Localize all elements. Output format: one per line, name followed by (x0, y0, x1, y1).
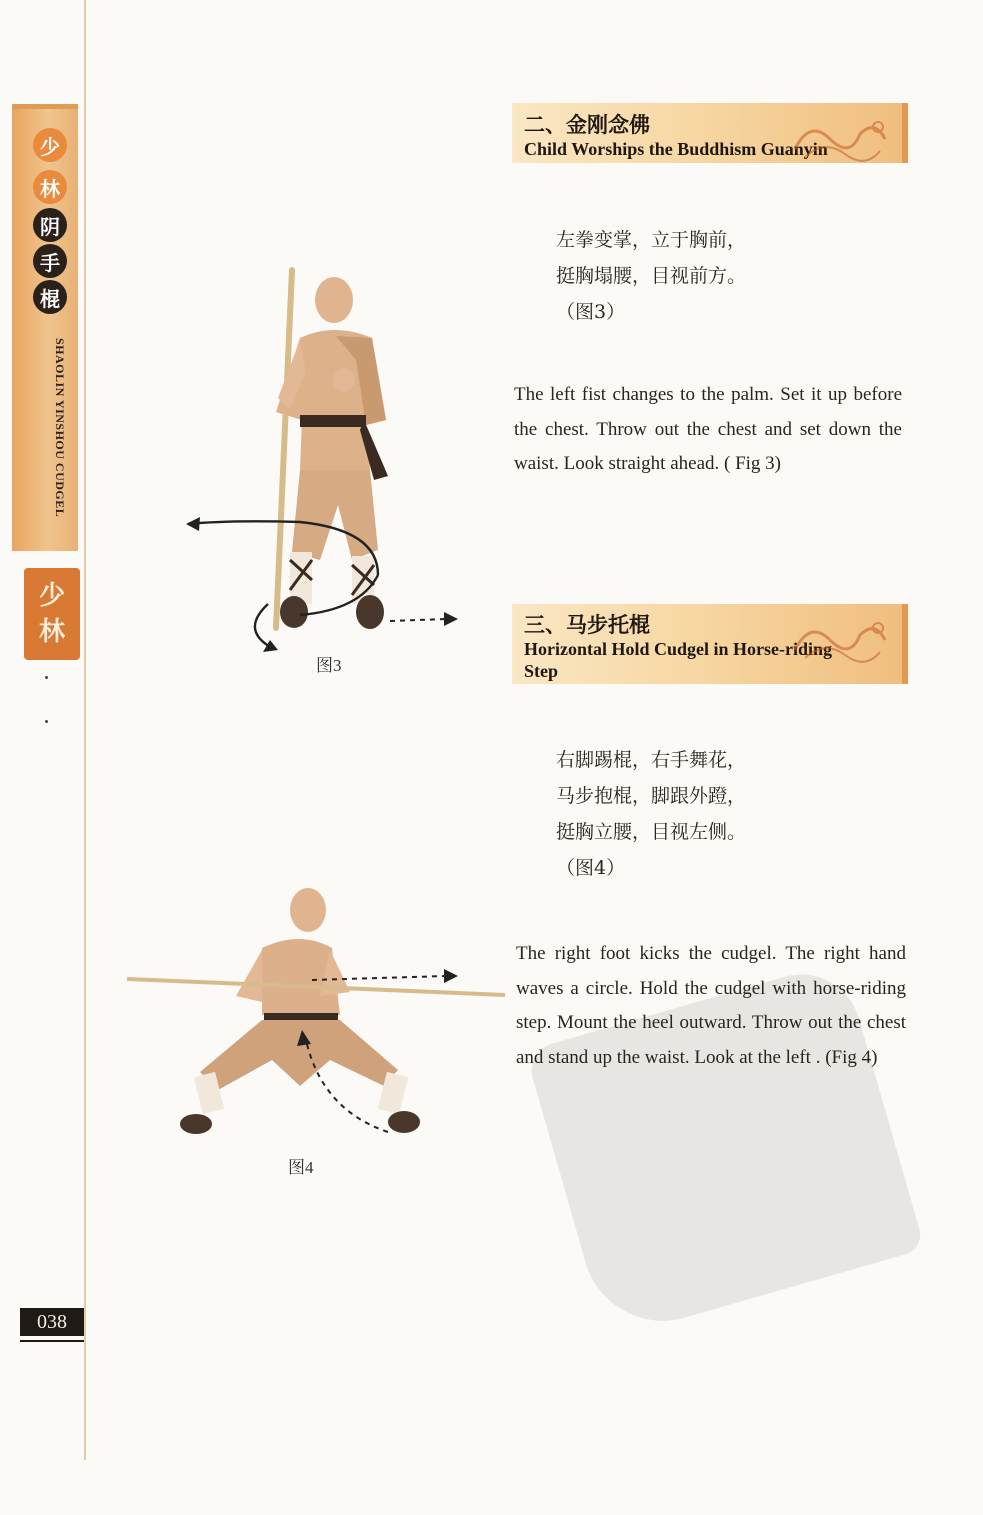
seal-char: 林 (38, 617, 65, 647)
heading-zh: 二、金刚念佛 (524, 113, 650, 137)
sidebar-title-char: 林 (33, 170, 67, 204)
zh-line: 右脚踢棍，右手舞花， (556, 749, 747, 771)
sidebar-title-char: 少 (33, 128, 67, 162)
zh-line: （图3） (556, 301, 626, 323)
heading-zh: 三、马步托棍 (524, 613, 650, 637)
sidebar-title-char: 阴 (33, 208, 67, 242)
heading-en: Horizontal Hold Cudgel in Horse-riding Step (524, 639, 833, 681)
page-number: 038 (20, 1308, 84, 1336)
figure-4-caption: 图4 (288, 1158, 314, 1177)
sidebar-title-char: 棍 (33, 280, 67, 314)
figure-3-caption: 图3 (316, 656, 342, 675)
zh-line: 挺胸立腰，目视左侧。 (556, 821, 747, 843)
section-1-en-text: The left fist changes to the palm. Set it up before the chest. Throw out the chest and set down the waist. Look straight ahead. ( Fig 3) (514, 384, 902, 474)
sidebar-book-title: SHAOLIN YINSHOU CUDGEL (53, 338, 67, 518)
zh-line: 左拳变掌，立于胸前， (556, 229, 747, 251)
heading-en: Child Worships the Buddhism Guanyin (524, 139, 828, 159)
zh-line: （图4） (556, 857, 626, 879)
zh-line: 马步抱棍，脚跟外蹬， (556, 785, 747, 807)
seal-char: 少 (38, 581, 65, 611)
section-2-en-text: The right foot kicks the cudgel. The right hand waves a circle. Hold the cudgel with horse-riding step. Mount the heel outward. Throw out the chest and stand up the waist. Look at the left . (Fig 4) (516, 943, 906, 1068)
sidebar-title-char: 手 (33, 244, 67, 278)
zh-line: 挺胸塌腰，目视前方。 (556, 265, 747, 287)
